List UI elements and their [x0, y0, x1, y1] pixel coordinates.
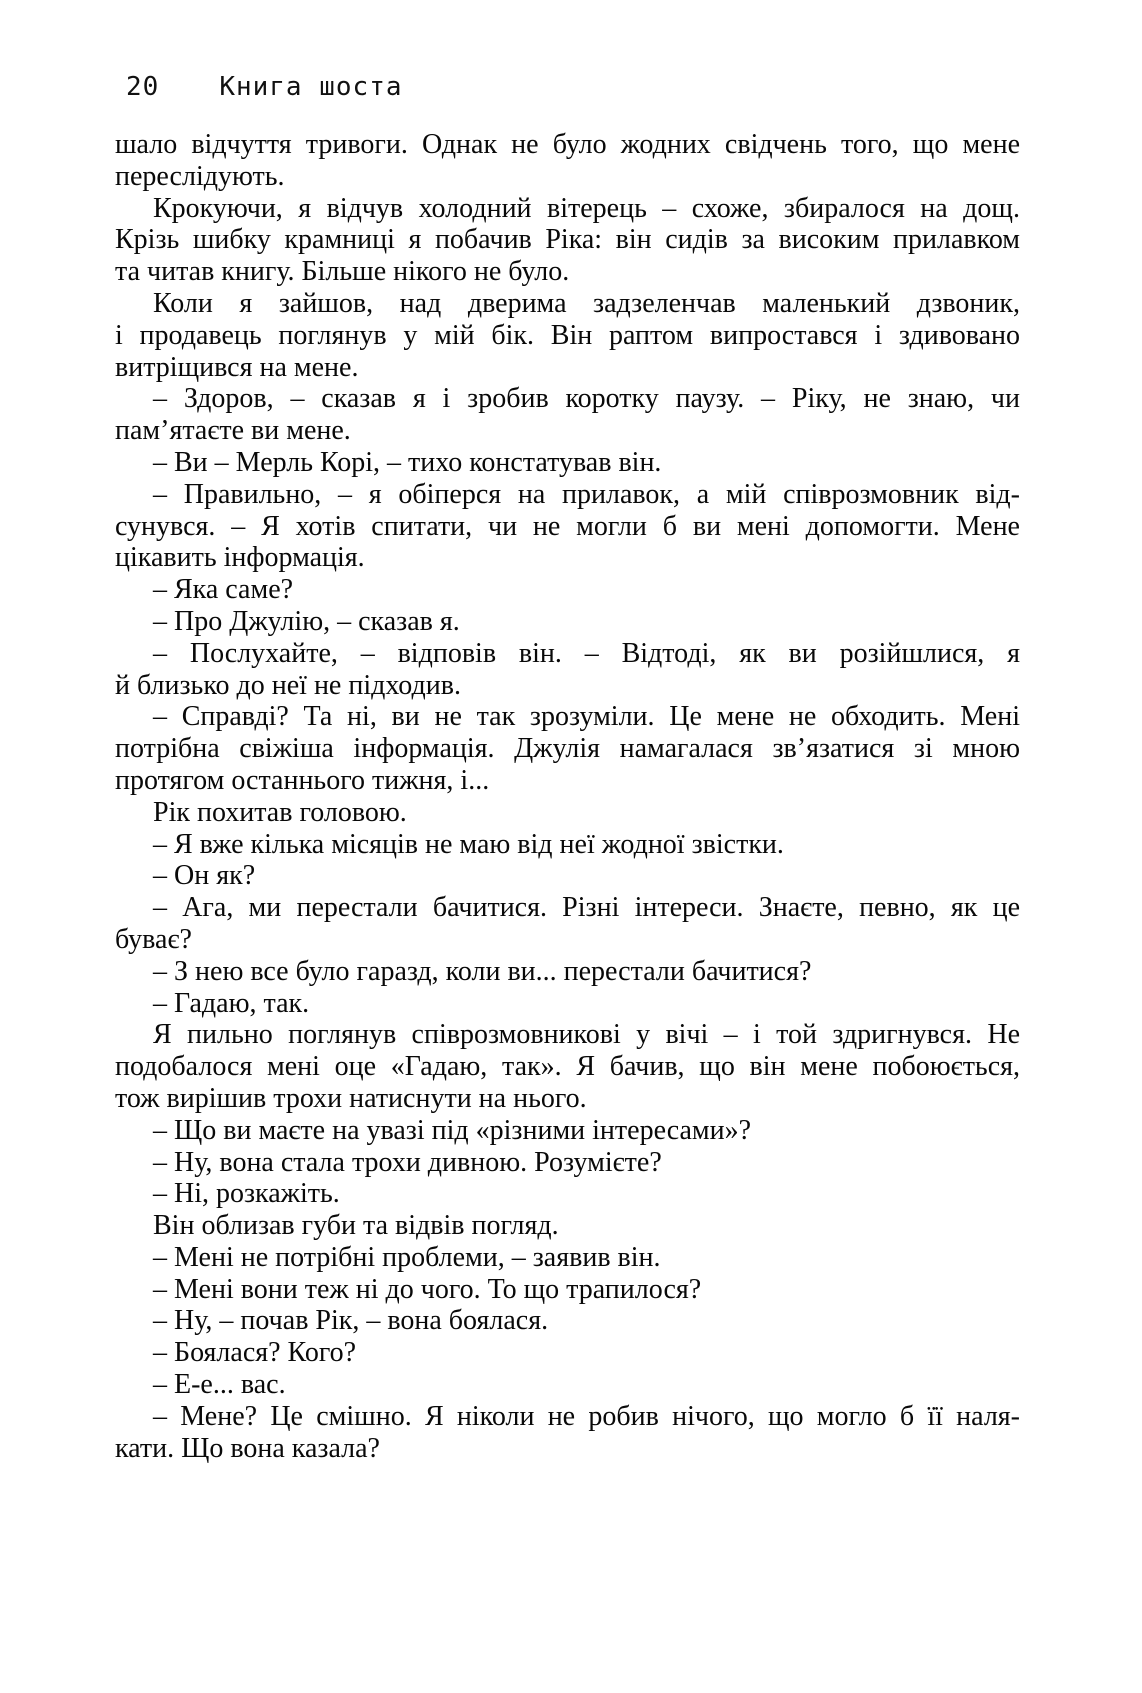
text-line: – Справді? Та ні, ви не так зрозуміли. Це мене не обходить. Мені: [153, 701, 1020, 733]
text-line: – З нею все було гаразд, коли ви... перестали бачитися?: [153, 955, 812, 987]
text-line: Рік похитав головою.: [153, 796, 407, 828]
text-line: подобалося мені оце «Гадаю, так». Я бачив, що він мене побоюється,: [115, 1051, 1020, 1083]
body-text: [115, 129, 1020, 1464]
text-line: витріщився на мене.: [115, 351, 359, 383]
text-line: переслідують.: [115, 160, 285, 192]
text-line: та читав книгу. Більше нікого не було.: [115, 256, 570, 288]
text-line: Коли я зайшов, над дверима задзеленчав маленький дзвоник,: [153, 287, 1020, 319]
text-line: – Мені вони теж ні до чого. То що трапилося?: [153, 1273, 702, 1305]
running-header: [126, 72, 403, 102]
text-line: – Правильно, – я обіперся на прилавок, а мій співрозмовник від-: [153, 478, 1020, 510]
text-line: тож вирішив трохи натиснути на нього.: [115, 1082, 587, 1114]
text-line: – Що ви маєте на увазі під «різними інтересами»?: [153, 1114, 752, 1146]
text-line: – Боялася? Кого?: [153, 1337, 357, 1369]
text-line: протягом останнього тижня, і...: [115, 764, 490, 796]
text-line: – Он як?: [153, 860, 256, 892]
page-number: 20: [126, 72, 160, 102]
text-line: – Гадаю, так.: [153, 987, 310, 1019]
text-line: Крізь шибку крамниці я побачив Ріка: він сидів за високим прилавком: [115, 224, 1020, 256]
text-line: – Про Джулію, – сказав я.: [153, 605, 460, 637]
text-line: потрібна свіжіша інформація. Джулія намагалася зв’язатися зі мною: [115, 733, 1020, 765]
text-line: буває?: [115, 923, 192, 955]
text-line: – Ви – Мерль Корі, – тихо констатував він.: [153, 446, 662, 478]
text-line: Я пильно поглянув співрозмовникові у вічі – і той здригнувся. Не: [153, 1019, 1020, 1051]
text-line: й близько до неї не підходив.: [115, 669, 461, 701]
text-line: пам’ятаєте ви мене.: [115, 415, 351, 447]
text-line: – Ага, ми перестали бачитися. Різні інтереси. Знаєте, певно, як це: [153, 892, 1020, 924]
text-line: шало відчуття тривоги. Однак не було жодних свідчень того, що мене: [115, 129, 1020, 160]
chapter-title: Книга шоста: [219, 72, 403, 102]
text-line: Він облизав губи та відвів погляд.: [153, 1210, 559, 1242]
text-line: – Мені не потрібні проблеми, – заявив він.: [153, 1241, 661, 1273]
text-line: – Я вже кілька місяців не маю від неї жодної звістки.: [153, 828, 784, 860]
text-line: – Мене? Це смішно. Я ніколи не робив нічого, що могло б її наля-: [153, 1400, 1020, 1432]
text-line: – Е-е... вас.: [153, 1369, 286, 1401]
text-line: – Ні, розкажіть.: [153, 1178, 340, 1210]
text-line: Крокуючи, я відчув холодний вітерець – схоже, збиралося на дощ.: [153, 192, 1020, 224]
text-line: – Здоров, – сказав я і зробив коротку паузу. – Ріку, не знаю, чи: [153, 383, 1020, 415]
text-line: і продавець поглянув у мій бік. Він раптом випростався і здивовано: [115, 319, 1020, 351]
text-line: – Ну, вона стала трохи дивною. Розумієте?: [153, 1146, 662, 1178]
text-line: – Ну, – почав Рік, – вона боялася.: [153, 1305, 549, 1337]
text-line: сунувся. – Я хотів спитати, чи не могли б ви мені допомогти. Мене: [115, 510, 1020, 542]
text-line: – Яка саме?: [153, 574, 294, 606]
text-line: цікавить інформація.: [115, 542, 365, 574]
text-line: – Послухайте, – відповів він. – Відтоді, як ви розійшлися, я: [153, 637, 1020, 669]
text-line: кати. Що вона казала?: [115, 1432, 380, 1464]
